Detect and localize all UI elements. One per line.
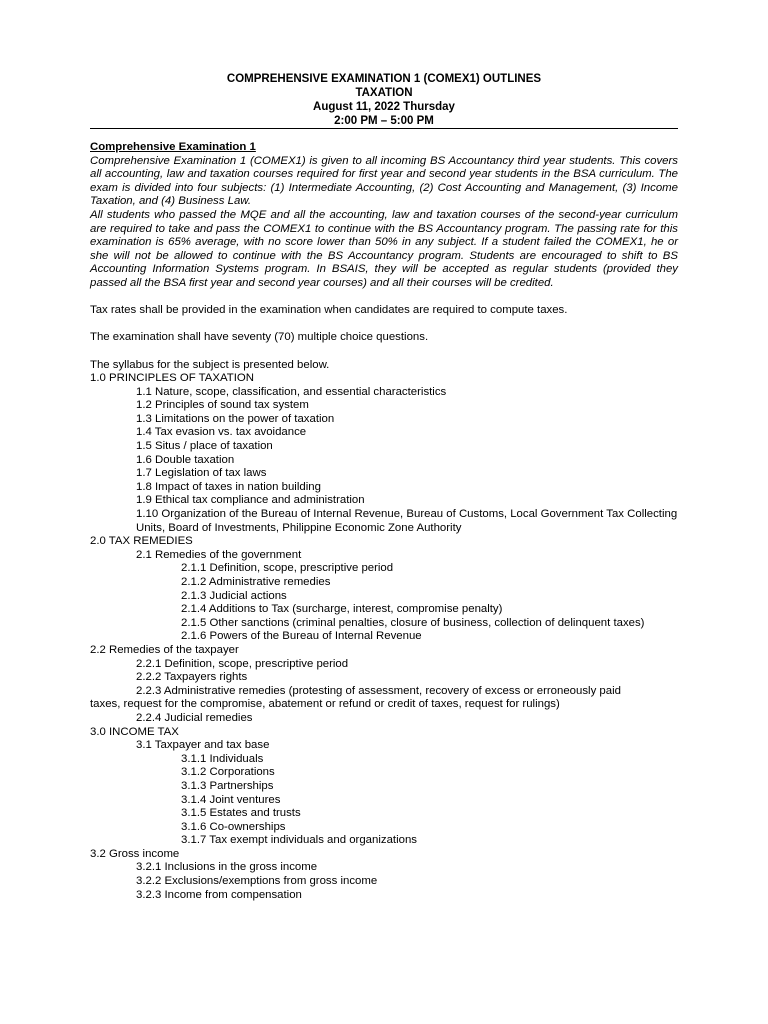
syllabus-subitem: 3.1.5 Estates and trusts — [181, 807, 301, 820]
exam-date: August 11, 2022 Thursday — [313, 101, 455, 113]
syllabus-subitem: 3.1.1 Individuals — [181, 752, 264, 765]
syllabus-heading: 3.0 INCOME TAX — [90, 725, 179, 738]
syllabus-subitem: 3.1.7 Tax exempt individuals and organizations — [181, 834, 417, 847]
intro-paragraph-1: Comprehensive Examination 1 (COMEX1) is given to all incoming BS Accountancy third year students. This covers all accounting, law and taxation courses required for first year and second year students in the BSA curriculum. The exam is divided into four subjects: (1) Intermediate Accounting, (2) Cost Accounting and Management, (3) Income Taxation, and (4) Business Law. — [90, 154, 678, 208]
syllabus-heading: 2.0 TAX REMEDIES — [90, 535, 193, 548]
syllabus-item: 1.9 Ethical tax compliance and administration — [136, 494, 365, 507]
section-title: Comprehensive Examination 1 — [90, 141, 256, 153]
document-subject: TAXATION — [355, 87, 413, 99]
syllabus-subitem: 3.1.3 Partnerships — [181, 779, 274, 792]
exam-time: 2:00 PM – 5:00 PM — [334, 115, 434, 127]
syllabus-item: 3.2 Gross income — [90, 847, 180, 860]
syllabus-item: 1.10 Organization of the Bureau of Internal Revenue, Bureau of Customs, Local Government Tax Collecting Units, Board of Investments, Philippine Economic Zone Authority — [136, 508, 678, 534]
syllabus-subitem: 2.2.1 Definition, scope, prescriptive period — [136, 657, 349, 670]
syllabus-subitem: 2.2.2 Taxpayers rights — [136, 671, 248, 684]
document-header — [0, 72, 768, 128]
syllabus-item: 1.5 Situs / place of taxation — [136, 440, 273, 453]
document-title: COMPREHENSIVE EXAMINATION 1 (COMEX1) OUTLINES — [226, 73, 542, 85]
syllabus-subitem: 2.1.2 Administrative remedies — [181, 576, 331, 588]
syllabus-item: 1.1 Nature, scope, classification, and essential characteristics — [136, 385, 447, 398]
syllabus-subitem: 2.2.4 Judicial remedies — [136, 711, 253, 724]
syllabus-item: 1.4 Tax evasion vs. tax avoidance — [136, 426, 307, 439]
syllabus-item: 3.1 Taxpayer and tax base — [136, 739, 270, 752]
syllabus-subitem: 3.2.2 Exclusions/exemptions from gross income — [136, 875, 378, 888]
syllabus-subitem: 2.1.4 Additions to Tax (surcharge, interest, compromise penalty) — [181, 603, 503, 616]
syllabus-item: 2.1 Remedies of the government — [136, 548, 302, 561]
syllabus-subitem: 2.1.6 Powers of the Bureau of Internal Revenue — [181, 630, 422, 643]
questions-statement: The examination shall have seventy (70) multiple choice questions. — [90, 331, 429, 344]
syllabus-outline — [90, 372, 678, 902]
syllabus-subitem: 2.2.3 Administrative remedies (protesting of assessment, recovery of excess or erroneously paid — [136, 684, 621, 697]
syllabus-item: 1.7 Legislation of tax laws — [136, 467, 267, 480]
syllabus-subitem: 2.1.5 Other sanctions (criminal penalties, closure of business, collection of delinquent taxes) — [181, 616, 645, 629]
syllabus-subitem: 2.1.3 Judicial actions — [181, 589, 287, 602]
document-body — [90, 141, 678, 902]
syllabus-subitem: 3.1.6 Co-ownerships — [181, 820, 286, 833]
syllabus-intro: The syllabus for the subject is presented below. — [90, 358, 330, 371]
syllabus-subitem: 3.1.2 Corporations — [181, 766, 275, 779]
syllabus-heading: 1.0 PRINCIPLES OF TAXATION — [90, 372, 254, 385]
syllabus-subitem: 3.2.1 Inclusions in the gross income — [136, 861, 318, 874]
header-divider — [90, 128, 678, 129]
syllabus-item: 1.3 Limitations on the power of taxation — [136, 412, 335, 425]
syllabus-item: 2.2 Remedies of the taxpayer — [90, 643, 239, 656]
syllabus-item: 1.8 Impact of taxes in nation building — [136, 480, 321, 493]
tax-rates-statement: Tax rates shall be provided in the examination when candidates are required to compute taxes. — [90, 304, 568, 317]
syllabus-subitem-continuation: taxes, request for the compromise, abatement or refund or credit of taxes, request for rulings) — [90, 698, 560, 711]
syllabus-subitem: 3.1.4 Joint ventures — [181, 793, 281, 806]
syllabus-subitem: 3.2.3 Income from compensation — [136, 888, 302, 901]
syllabus-item: 1.6 Double taxation — [136, 453, 235, 466]
syllabus-subitem: 2.1.1 Definition, scope, prescriptive period — [181, 562, 394, 575]
syllabus-item: 1.2 Principles of sound tax system — [136, 399, 309, 412]
intro-paragraph-2: All students who passed the MQE and all the accounting, law and taxation courses of the second-year curriculum are required to take and pass the COMEX1 to continue with the BS Accountancy program. The passing rate for this examination is 65% average, with no score lower than 50% in any subject. If a student failed the COMEX1, he or she will not be allowed to continue with the BS Accountancy program. Students are encouraged to shift to BS Accounting Information Systems program. In BSAIS, they will be accepted as regular students (provided they passed all the BSA first year and second year courses) and all their courses will be credited. — [90, 208, 678, 289]
